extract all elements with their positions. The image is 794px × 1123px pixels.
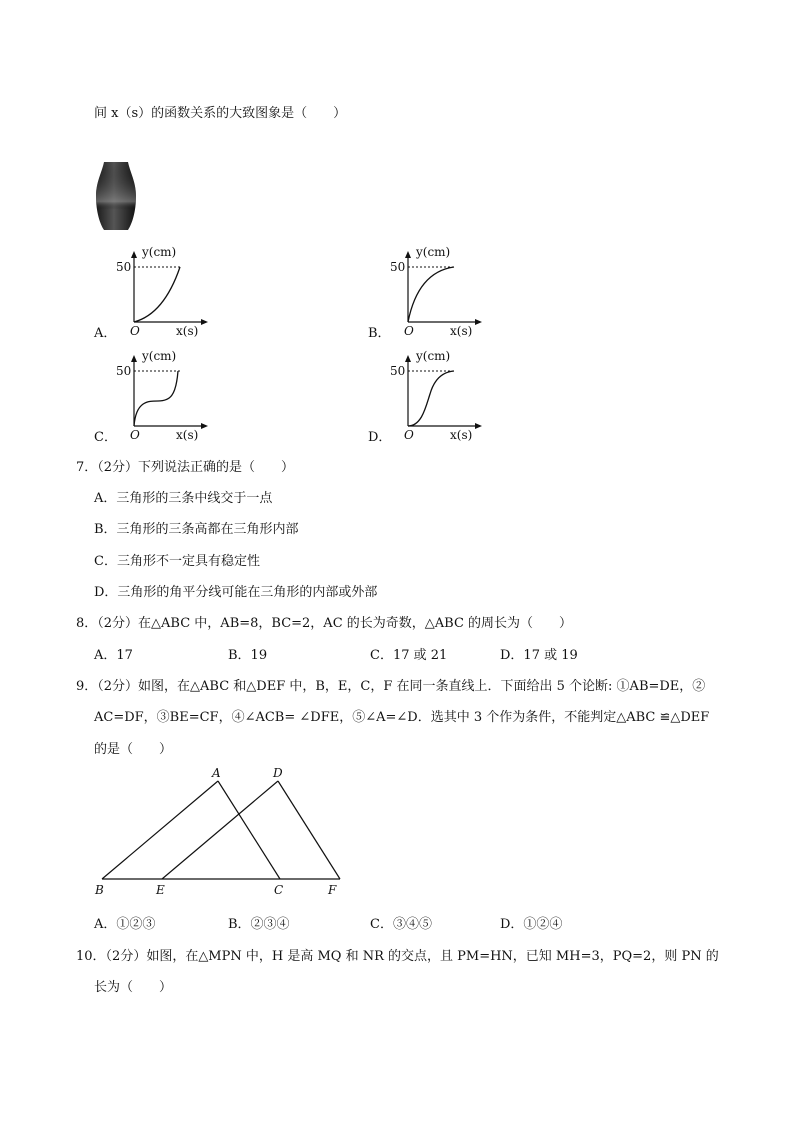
tick-50-label: 50 [390,260,406,274]
q6-option-b-graph [388,242,508,342]
q9-stem-line3: 的是（ ） [94,742,173,757]
x-axis-label: x(s) [450,324,473,338]
q9-option-c: C．③④⑤ [370,917,432,932]
q7-option-d: D．三角形的角平分线可能在三角形的内部或外部 [94,585,378,600]
point-b-label: B [95,883,104,897]
q8-stem: 8．（2分）在△ABC 中，AB=8，BC=2，AC 的长为奇数，△ABC 的周长为（ ） [76,616,573,631]
x-axis-label: x(s) [176,428,199,442]
tick-50-label: 50 [116,364,132,378]
origin-label: O [130,324,140,338]
q7-stem: 7．（2分）下列说法正确的是（ ） [76,460,295,475]
vase-image [94,162,138,230]
q9-stem-line1: 9．（2分）如图，在△ABC 和△DEF 中，B，E，C，F 在同一条直线上．下面给出 5 个论断: ①AB=DE，② [76,679,706,694]
origin-label: O [404,324,414,338]
point-a-label: A [212,766,221,780]
q9-triangle-figure [90,764,350,900]
y-axis-label: y(cm) [416,245,451,259]
point-e-label: E [156,883,165,897]
tick-50-label: 50 [390,364,406,378]
q6-option-a-letter: A． [94,326,117,341]
y-axis-label: y(cm) [416,349,451,363]
q9-option-b: B．②③④ [228,917,290,932]
y-axis-label: y(cm) [142,245,177,259]
q10-stem-line1: 10．（2分）如图，在△MPN 中，H 是高 MQ 和 NR 的交点，且 PM=HN，已知 MH=3，PQ=2，则 PN 的 [76,949,719,964]
origin-label: O [404,428,414,442]
q7-option-a: A．三角形的三条中线交于一点 [94,491,273,506]
q6-option-a-graph [114,242,234,342]
q8-option-c: C．17 或 21 [370,648,448,663]
q6-option-c-graph [114,346,234,446]
q10-stem-line2: 长为（ ） [94,980,173,995]
tick-50-label: 50 [116,260,132,274]
q9-option-d: D．①②④ [500,917,563,932]
q6-option-d-graph [388,346,508,446]
q6-option-c-letter: C． [94,430,117,445]
x-axis-label: x(s) [450,428,473,442]
x-axis-label: x(s) [176,324,199,338]
origin-label: O [130,428,140,442]
y-axis-label: y(cm) [142,349,177,363]
q7-option-b: B．三角形的三条高都在三角形内部 [94,522,299,537]
q8-option-d: D．17 或 19 [500,648,578,663]
q6-option-d-letter: D． [368,430,392,445]
q8-option-b: B．19 [228,648,268,663]
q7-option-c: C．三角形不一定具有稳定性 [94,554,260,569]
q8-option-a: A．17 [94,648,133,663]
point-d-label: D [273,766,283,780]
q9-option-a: A．①②③ [94,917,156,932]
q6-stem-continuation: 间 x（s）的函数关系的大致图象是（ ） [94,106,347,121]
q9-stem-line2: AC=DF，③BE=CF，④∠ACB= ∠DFE，⑤∠A=∠D．选其中 3 个作为条件，不能判定△ABC ≌△DEF [94,710,710,725]
point-c-label: C [274,883,284,897]
point-f-label: F [328,883,337,897]
q6-option-b-letter: B． [368,326,391,341]
